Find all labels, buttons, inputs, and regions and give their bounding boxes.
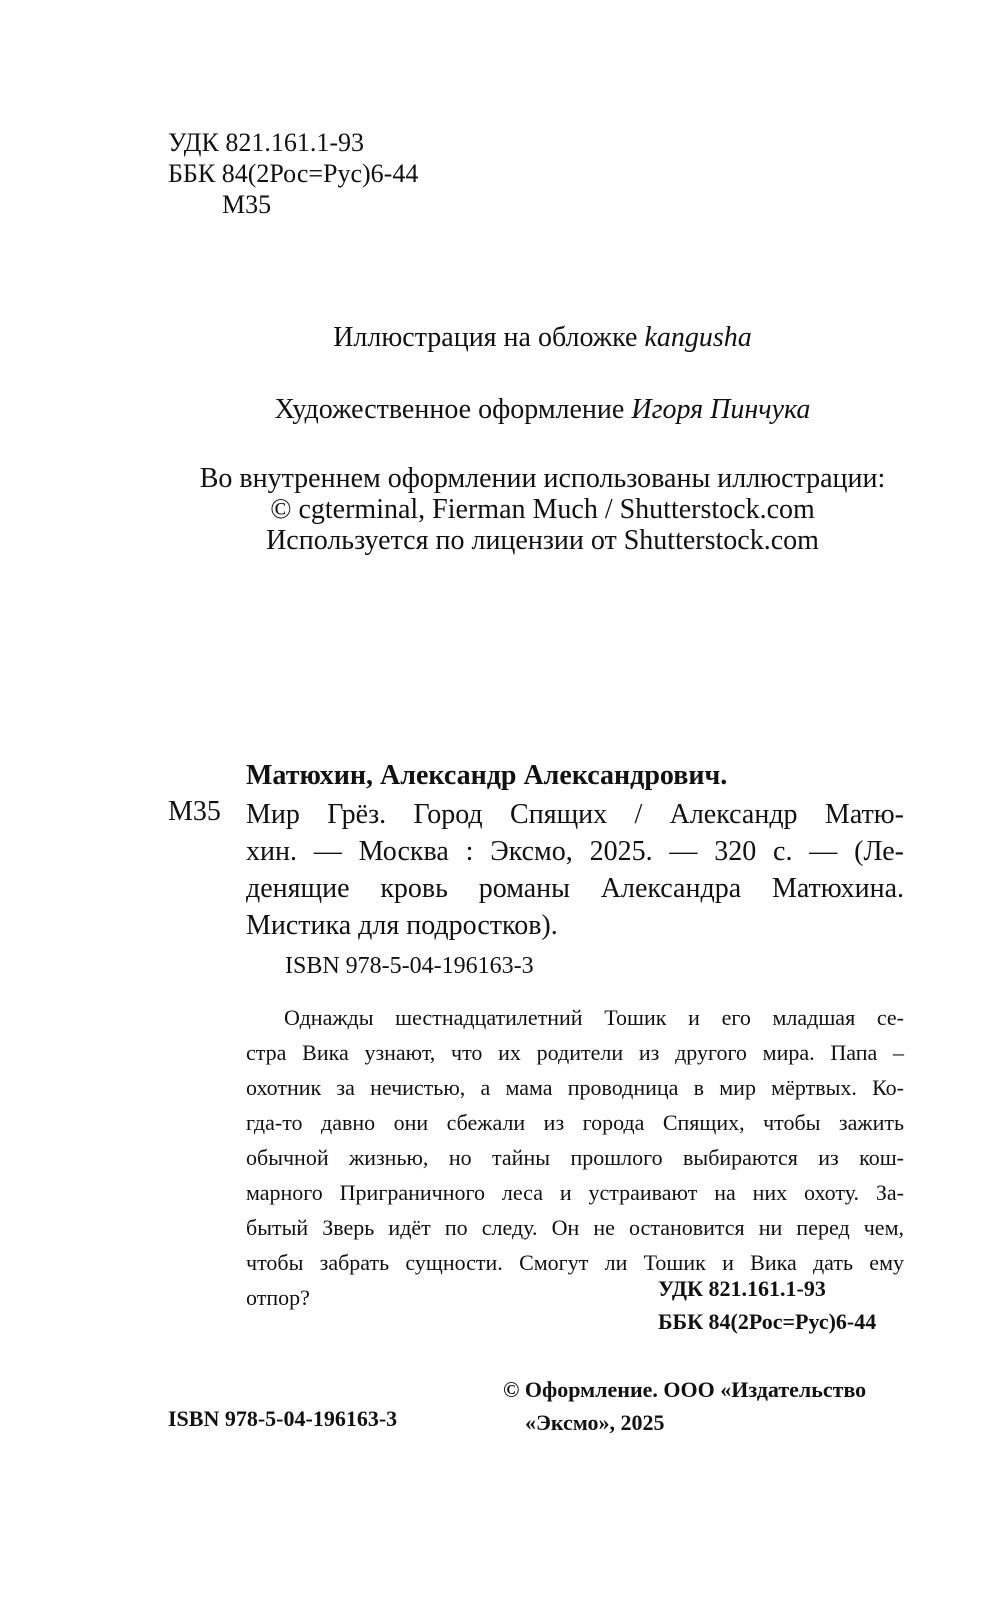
footer-udk-code: УДК 821.161.1-93 [658, 1276, 826, 1301]
footer-isbn: ISBN 978-5-04-196163-3 [168, 1406, 398, 1431]
header-classification-codes [168, 127, 418, 220]
bbk-code: ББК 84(2Рос=Рус)6-44 [168, 159, 419, 188]
cover-illustration-label: Иллюстрация на обложке [333, 322, 638, 353]
catalog-title-line: Мистика для подростков). [246, 910, 558, 941]
art-design-credit [0, 394, 1000, 426]
copyright-line: © Оформление. ООО «Издательство [503, 1377, 867, 1402]
annotation-line: марного Приграничного леса и устраивают на них охоту. За- [246, 1180, 904, 1205]
footer-classification-codes [658, 1272, 876, 1338]
inner-illustrations-credit [0, 463, 1000, 556]
catalog-title-line: Мир Грёз. Город Спящих / Александр Матю- [246, 799, 904, 830]
annotation-line: обычной жизнью, но тайны прошлого выбираются из кош- [246, 1145, 904, 1170]
catalog-title-line: денящие кровь романы Александра Матюхина. [246, 873, 904, 904]
footer-bbk-code: ББК 84(2Рос=Рус)6-44 [658, 1309, 877, 1334]
art-design-artist: Игоря Пинчука [631, 394, 811, 425]
copyright-line: «Эксмо», 2025 [525, 1410, 665, 1435]
copyright-notice [503, 1373, 866, 1439]
art-design-label: Художественное оформление [274, 394, 625, 425]
annotation [246, 1000, 904, 1315]
cover-illustration-credit [0, 322, 1000, 354]
udk-code: УДК 821.161.1-93 [168, 128, 365, 157]
annotation-line: охотник за нечистью, а мама проводница в мир мёртвых. Ко- [246, 1075, 904, 1100]
author-mark: М35 [222, 190, 272, 219]
catalog-title-block [246, 796, 904, 944]
catalog-author: Матюхин, Александр Александрович. [246, 760, 728, 791]
inner-illustrations-line: Используется по лицензии от Shutterstock.com [266, 525, 819, 556]
annotation-line: бытый Зверь идёт по следу. Он не остановится ни перед чем, [246, 1215, 904, 1240]
catalog-isbn: ISBN 978-5-04-196163-3 [285, 953, 534, 979]
annotation-line: чтобы забрать сущности. Смогут ли Тошик и Вика дать ему [246, 1250, 904, 1275]
inner-illustrations-line: © cgterminal, Fierman Much / Shutterstock.com [270, 494, 815, 525]
catalog-title-line: хин. — Москва : Эксмо, 2025. — 320 с. — (Ле- [246, 836, 904, 867]
inner-illustrations-line: Во внутреннем оформлении использованы иллюстрации: [199, 463, 886, 494]
catalog-code: М35 [168, 796, 221, 827]
cover-illustration-artist: kangusha [644, 322, 752, 353]
annotation-line: гда-то давно они сбежали из города Спящих, чтобы зажить [246, 1110, 904, 1135]
annotation-line: отпор? [246, 1285, 310, 1310]
annotation-line: Однажды шестнадцатилетний Тошик и его младшая се- [284, 1005, 904, 1030]
annotation-line: стра Вика узнают, что их родители из другого мира. Папа – [246, 1040, 904, 1065]
